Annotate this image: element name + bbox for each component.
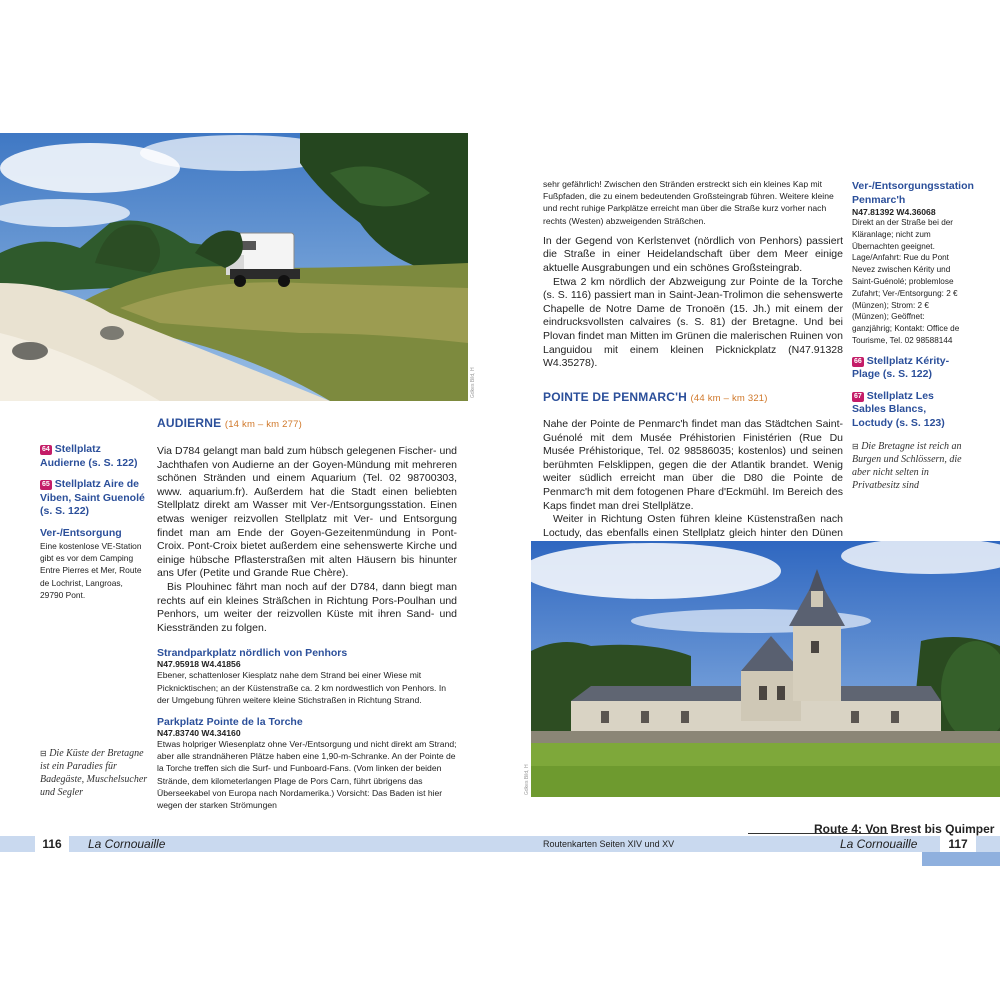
- section-heading-audierne: [157, 416, 302, 430]
- stellplatz-label: Stellplatz Kérity-Plage (s. S. 122): [852, 354, 950, 381]
- footer-title-right: La Cornouaille: [840, 837, 918, 851]
- section-km: (14 km – km 277): [224, 419, 302, 430]
- stellplatz-loctudy: [852, 390, 962, 431]
- stellplatz-kerity: [852, 355, 962, 382]
- footer-title-left: La Cornouaille: [88, 837, 166, 851]
- ve-station-text: Direkt an der Straße bei der Kläranlage; nicht zum Übernachten geeignet. Lage/Anfahrt: Rue du Pont Nevez zwischen Kérity und Saint-Guénolé; problemlose Zufahrt; Ver-/Entsorgung: 2 € (Münzen); Strom: 2 € (Münzen); Geöffnet: ganzjährig; Kontakt: Office de Tourisme, Tel. 02 98588144: [852, 218, 960, 345]
- section-km: (44 km – km 321): [690, 393, 768, 404]
- caption-box-icon: ⊟: [40, 749, 47, 758]
- stellplatz-label: Stellplatz Aire de Viben, Saint Guenolé (s. S. 122): [40, 478, 145, 517]
- ve-station-title: Ver-/Entsorgungsstation Penmarc'h: [852, 180, 974, 206]
- subheading-strand: Strandparkplatz nördlich von Penhors: [157, 647, 348, 660]
- stellplatz-label: Stellplatz Les Sables Blancs, Loctudy (s. S. 123): [852, 389, 945, 429]
- stellplatz-viben: [40, 478, 146, 519]
- coordinates: N47.81392 W4.36068: [852, 207, 936, 217]
- route-map-reference: Routenkarten Seiten XIV und XV: [543, 839, 675, 849]
- torche-text: Etwas holpriger Wiesenplatz ohne Ver-/Entsorgung und nicht direkt am Strand; aber alle strandnäheren Plätze haben eine 1,90-m-Schranke. An der Pointe de la Torche treffen sich die Surf- und Funboard-Fans. (Vom linken der beiden Strände, dem kilometerlangen Plage de Pors Carn, führt übrigens das Überseekabel von Europa nach Nordamerika.) Vorsicht: Das Baden ist hier wegen der starken Strömungen: [157, 738, 457, 810]
- section-title: POINTE DE PENMARC'H: [543, 390, 687, 404]
- stellplatz-badge: 65: [42, 481, 50, 488]
- ve-title: Ver-/Entsorgung: [40, 526, 122, 539]
- paragraph: Nahe der Pointe de Penmarc'h findet man das Städtchen Saint-Guénolé mit dem Musée Préhistorien Finistérien (Rue Du Musée Préhistorique, Tel. 02 98586035; kostenlos) und seinen berühmten Felsklippen, gegen die der Atlantik brandet. Wenig weiter südlich erreicht man über die D80 die Pointe de Penmarc'h mit dem fotogenen Phare d'Eckmühl. Im Bereich des Kaps findet man drei Stellplätze.: [543, 418, 843, 512]
- strand-text: Ebener, schattenloser Kiesplatz nahe dem Strand bei einer Wiese mit Picknicktischen; an der Küstenstraße ca. 2 km nordwestlich von Penhors. In der Umgebung führen weitere kleine Stichstraßen in Richtung Strand.: [157, 670, 446, 705]
- photo-credit: Gdkes Bild, H: [524, 764, 530, 795]
- stellplatz-label: Stellplatz Audierne (s. S. 122): [40, 443, 138, 469]
- paragraph: Via D784 gelangt man bald zum hübsch gelegenen Fischer- und Jachthafen von Audierne an der Goyen-Mündung mit mehreren schönen Stränden und einem Aquarium (Tel. 02 98700303, www. aquarium.fr). Außerdem hat die Stadt einen beliebten Stellplatz direkt am Wasser mit Ver-/Entsorgungsstation. Einen etwas weniger reizvollen Stellplatz mit Ver- und Entsorgung findet man am Ende der Goyen-Gezeitenmündung in Pont-Croix. Pont-Croix bietet außerdem eine sehenswerte Kirche und einige hübsche Pflasterstraßen mit alten Häusern bis hinunter ans Ufer (Petite und Grande Rue Chère).: [157, 445, 457, 580]
- right-caption: [852, 440, 962, 492]
- continuation-text: sehr gefährlich! Zwischen den Stränden erstreckt sich ein kleines Kap mit Fußpfaden, die zu einem bedeutenden Großsteingrab führen. Weitere kleine und recht ruhige Parkplätze erreicht man über die Straße kurz vorher nach rechts (Westen) abzweigenden Sträßchen.: [543, 179, 834, 226]
- photo-credit: Gdkes Bild, H: [470, 367, 476, 398]
- page-tab-right: [922, 852, 1000, 866]
- castle-photo: [531, 541, 1000, 797]
- beach-camper-photo: [0, 133, 468, 401]
- coordinates: N47.95918 W4.41856: [157, 659, 241, 670]
- section-heading-penmarch: [543, 390, 768, 404]
- caption-text: Die Bretagne ist reich an Burgen und Schlössern, die aber nicht selten in Privatbesitz sind: [852, 441, 962, 492]
- stellplatz-badge: 64: [42, 446, 50, 453]
- paragraph: In der Gegend von Kerlstenvet (nördlich von Penhors) passiert die Straße in einer Heidelandschaft über dem Meer einige aktuelle Ausgrabungen und ein schönes Großsteingrab.: [543, 234, 843, 274]
- left-sidebar: [40, 443, 146, 601]
- ve-text: Eine kostenlose VE-Station gibt es vor dem Camping Entre Pierres et Mer, Route de Lochrist, Langroas, 29790 Pont.: [40, 541, 142, 600]
- paragraph: Bis Plouhinec fährt man noch auf der D784, dann biegt man rechts auf ein kleines Sträßchen in Richtung Pors-Poulhan und Penhors, um weiter der reizvollen Küste mit ihren Sand- und Kiesstränden zu folgen.: [157, 580, 457, 634]
- page-number-right: 117: [940, 836, 976, 852]
- paragraph: Etwa 2 km nördlich der Abzweigung zur Pointe de la Torche (s. S. 116) passiert man in Saint-Jean-Trolimon die sehenswerte Chapelle de Notre Dame de Tronoën (15. Jh.) mit einem der eindrucksvollsten calvaires (s. S. 81) der Bretagne. Und bei Plovan findet man Mitten im Grünen die malerischen Ruinen von Languidou mit einem kleinen Picknickplatz (N47.91328 W4.35278).: [543, 275, 843, 370]
- coordinates: N47.83740 W4.34160: [157, 727, 241, 738]
- stellplatz-badge: 67: [854, 392, 862, 400]
- paragraph: Weiter in Richtung Osten führen kleine Küstenstraßen nach Loctudy, das ebenfalls einen Stellplatz gleich hinter den Dünen: [543, 513, 843, 539]
- left-caption: [40, 747, 148, 799]
- route-title: Route 4: Von Brest bis Quimper: [814, 822, 995, 836]
- left-main-column: [157, 445, 457, 811]
- right-sidebar: [852, 180, 974, 492]
- caption-text: Die Küste der Bretagne ist ein Paradies für Badegäste, Muschelsucher und Segler: [40, 748, 148, 798]
- caption-box-icon: ⊟: [852, 442, 859, 452]
- footer-bar-left: [0, 836, 500, 852]
- page-number-left: 116: [35, 836, 69, 852]
- right-main-bottom: [543, 418, 843, 554]
- section-title: AUDIERNE: [157, 416, 222, 430]
- right-main-top: [543, 178, 843, 371]
- subheading-torche: Parkplatz Pointe de la Torche: [157, 715, 303, 728]
- stellplatz-audierne: [40, 443, 146, 470]
- stellplatz-badge: 66: [854, 357, 862, 365]
